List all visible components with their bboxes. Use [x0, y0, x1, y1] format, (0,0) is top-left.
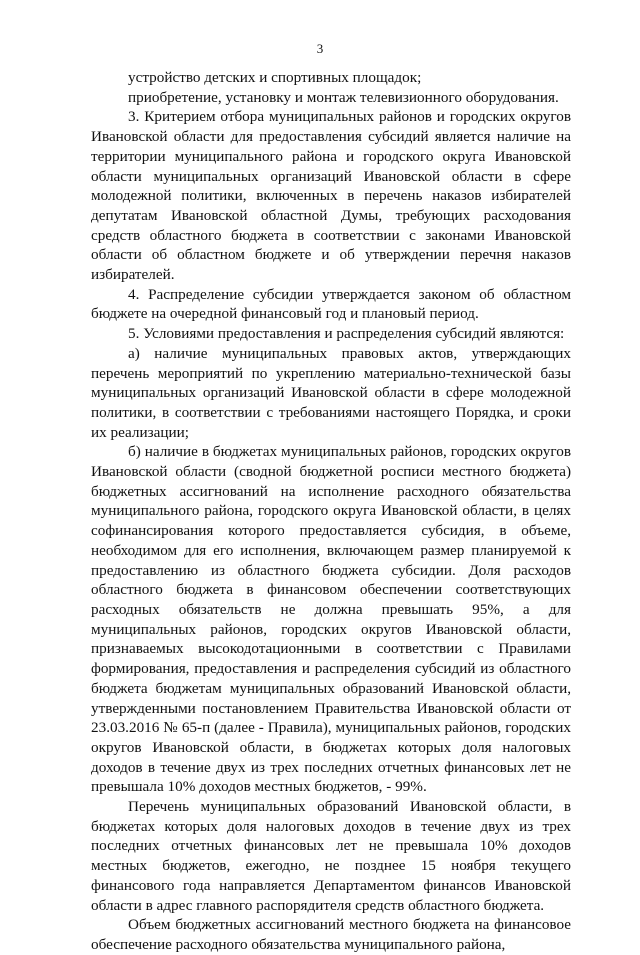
document-body	[91, 68, 571, 955]
paragraph-item-equipment-playgrounds: устройство детских и спортивных площадок;	[128, 69, 422, 86]
paragraph-clause-3-selection-criterion: 3. Критерием отбора муниципальных районов и городских округов Ивановской области для предоставления субсидий является наличие на территории муниципального района и городского округа Ивановской области муниципальных организаций Ивановской области в сфере молодежной политики, включенных в перечень наказов избирателей депутатам Ивановской областной Думы, требующих расходования средств областного бюджета в соответствии с законами Ивановской области об областном бюджете и об утверждении перечня наказов избирателей.	[91, 108, 571, 284]
paragraph-clause-5-conditions: 5. Условиями предоставления и распределения субсидий являются:	[128, 325, 565, 343]
paragraph-list-of-municipalities: Перечень муниципальных образований Ивановской области, в бюджетах которых доля налоговых доходов в течение двух из трех последних отчетных финансовых лет не превышала 10% доходов местных бюджетов, ежегодно, не позднее 15 ноября текущего финансового года направляется Департаментом финансов Ивановской области в адрес главного распорядителя средств областного бюджета.	[91, 798, 571, 914]
paragraph-condition-a: а) наличие муниципальных правовых актов, утверждающих перечень мероприятий по укреплению материально-технической базы муниципальных организаций Ивановской области в сфере молодежной политики, в соответствии с требованиями настоящего Порядка, и сроки их реализации;	[91, 344, 571, 441]
paragraph-budget-allocation: Объем бюджетных ассигнований местного бюджета на финансовое обеспечение расходного обязательства муниципального района,	[91, 916, 571, 953]
page-number: 3	[316, 41, 324, 56]
paragraph-item-tv-equipment: приобретение, установку и монтаж телевизионного оборудования.	[128, 88, 559, 106]
paragraph-condition-b: б) наличие в бюджетах муниципальных районов, городских округов Ивановской области (сводной бюджетной росписи местного бюджета) бюджетных ассигнований на исполнение расходного обязательства муниципального района, городского округа Ивановской области, в целях софинансирования которого предоставляется субсидия, в объеме, необходимом для его исполнения, включающем размер планируемой к предоставлению из областного бюджета субсидии. Доля расходов областного бюджета в финансовом обеспечении соответствующих расходных обязательств не должна превышать 95%, а для муниципальных районов, городских округов Ивановской области, признаваемых высокодотационными в соответствии с Правилами формирования, предоставления и распределения субсидий из областного бюджета бюджетам муниципальных образований Ивановской области, утвержденными постановлением Правительства Ивановской области от 23.03.2016 № 65-п (далее - Правила), муниципальных районов, городских округов Ивановской области, в бюджетах которых доля налоговых доходов в течение двух из трех последних отчетных финансовых лет не превышала 10% доходов местных бюджетов, - 99%.	[91, 443, 571, 796]
paragraph-clause-4-distribution: 4. Распределение субсидии утверждается законом об областном бюджете на очередной финансовый год и плановый период.	[91, 285, 571, 323]
